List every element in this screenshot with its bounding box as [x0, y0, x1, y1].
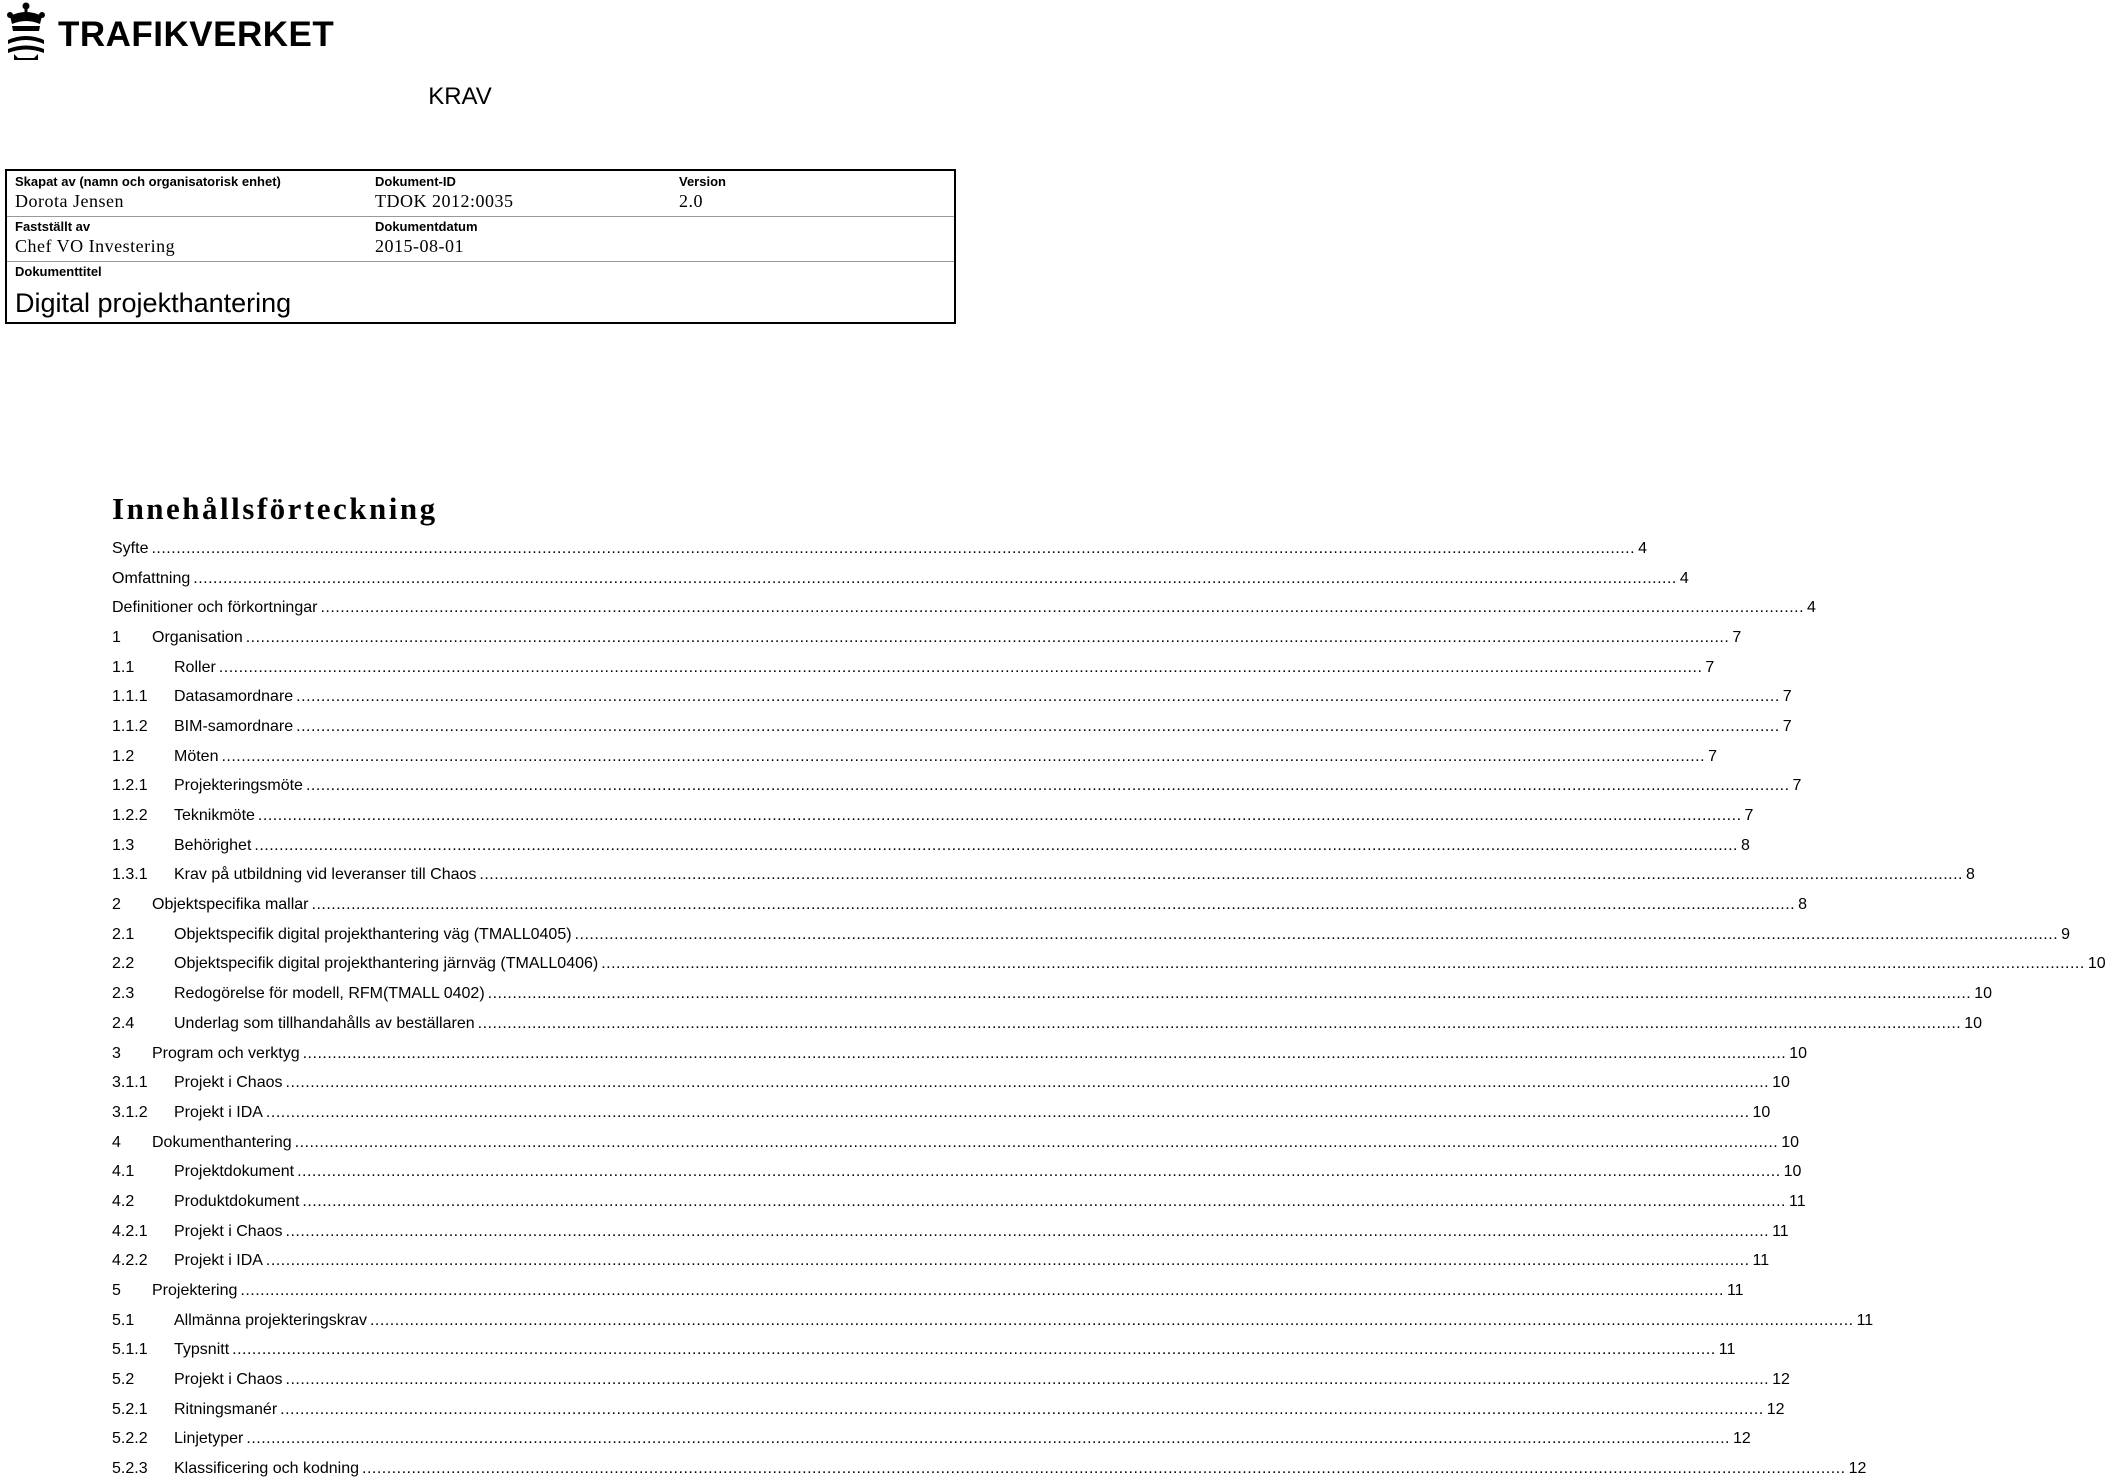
toc-entry[interactable] [112, 1425, 1751, 1455]
toc-entry-page: 10 [1772, 1074, 1790, 1092]
toc-leader-dots: ............................................................................................................................................................................................................................................................................................................ [151, 539, 1636, 557]
toc-entry-title: Projektering [152, 1282, 238, 1300]
divider [7, 261, 954, 262]
toc-leader-dots: ............................................................................................................................................................................................................................................................................................................ [193, 569, 1677, 587]
toc-entry-number: 2.2 [112, 955, 135, 973]
toc-leader-dots: ............................................................................................................................................................................................................................................................................................................ [218, 658, 1703, 676]
toc-entry-title: Projektdokument [174, 1163, 295, 1181]
approved-by-cell [15, 219, 175, 257]
toc-leader-dots: ............................................................................................................................................................................................................................................................................................................ [285, 1371, 1770, 1389]
toc-entry-number: 5 [112, 1282, 121, 1300]
toc-entry-title: Syfte [112, 539, 149, 557]
created-by-cell [15, 174, 281, 212]
toc-entry[interactable] [112, 742, 1717, 772]
toc-entry-title: Projekt i Chaos [174, 1222, 283, 1240]
toc-entry-number: 4.2.2 [112, 1252, 148, 1270]
toc-leader-dots: ............................................................................................................................................................................................................................................................................................................ [601, 955, 2085, 973]
created-by-label: Skapat av (namn och organisatorisk enhet) [15, 174, 281, 189]
toc-entry-title: BIM-samordnare [174, 717, 294, 735]
toc-entry-title: Projekt i Chaos [174, 1371, 283, 1389]
toc-entry-page: 10 [1752, 1103, 1771, 1121]
toc-entry-title: Objektspecifik digital projekthantering väg (TMALL0405) [174, 925, 572, 943]
toc-leader-dots: ............................................................................................................................................................................................................................................................................................................ [296, 688, 1780, 706]
toc-entry-page: 4 [1679, 569, 1689, 587]
toc-leader-dots: ............................................................................................................................................................................................................................................................................................................ [574, 925, 2059, 943]
toc-entry[interactable] [112, 712, 1792, 742]
toc-entry[interactable] [112, 534, 1647, 564]
toc-entry-page: 10 [2087, 955, 2106, 973]
toc-leader-dots: ............................................................................................................................................................................................................................................................................................................ [285, 1222, 1770, 1240]
toc-leader-dots: ............................................................................................................................................................................................................................................................................................................ [477, 1014, 1962, 1032]
toc-leader-dots: ............................................................................................................................................................................................................................................................................................................ [257, 807, 1742, 825]
toc-entry-number: 3 [112, 1044, 121, 1062]
toc-entry-number: 5.2.3 [112, 1460, 148, 1478]
doc-id-cell [375, 174, 514, 212]
toc-entry-title: Teknikmöte [174, 807, 255, 825]
toc-entry-title: Organisation [152, 628, 243, 646]
crown-icon [4, 2, 48, 62]
toc-entry-title: Projekt i Chaos [174, 1074, 283, 1092]
toc-leader-dots: ............................................................................................................................................................................................................................................................................................................ [240, 1282, 1724, 1300]
doc-title-value: Digital projekthantering [15, 288, 292, 318]
toc-entry-page: 7 [1744, 807, 1754, 825]
toc-entry-number: 5.2.2 [112, 1430, 148, 1448]
toc-entry-page: 8 [1740, 836, 1750, 854]
toc-entry-title: Allmänna projekteringskrav [174, 1311, 367, 1329]
toc-entry-page: 11 [1726, 1282, 1744, 1300]
version-value: 2.0 [679, 191, 703, 211]
toc-entry[interactable] [112, 1247, 1770, 1277]
toc-entry-title: Definitioner och förkortningar [112, 599, 318, 617]
toc-entry-page: 10 [1974, 985, 1993, 1003]
toc-entry[interactable] [112, 1128, 1800, 1158]
toc-entry[interactable] [112, 623, 1742, 653]
toc-entry[interactable] [112, 593, 1816, 623]
toc-entry-number: 1.1.1 [112, 688, 148, 706]
toc-entry-number: 1.2.1 [112, 777, 148, 795]
document-type: KRAV [428, 83, 492, 110]
toc-entry-number: 1.3.1 [112, 866, 148, 884]
toc-entry-title: Möten [174, 747, 219, 765]
toc-entry-title: Roller [174, 658, 216, 676]
toc-leader-dots: ............................................................................................................................................................................................................................................................................................................ [320, 599, 1805, 617]
toc-entry-title: Datasamordnare [174, 688, 294, 706]
toc-entry-number: 5.2 [112, 1371, 135, 1389]
doc-title-cell [15, 264, 291, 320]
toc-entry[interactable] [112, 653, 1715, 683]
toc-entry[interactable] [112, 1336, 1736, 1366]
toc-entry[interactable] [112, 1306, 1874, 1336]
toc-entry-title: Krav på utbildning vid leveranser till Chaos [174, 866, 477, 884]
toc-entry-page: 10 [1783, 1163, 1802, 1181]
toc-entry[interactable] [112, 564, 1689, 594]
toc-leader-dots: ............................................................................................................................................................................................................................................................................................................ [296, 717, 1780, 735]
toc-entry-page: 11 [1772, 1222, 1789, 1240]
toc-entry[interactable] [112, 1157, 1802, 1187]
toc-entry[interactable] [112, 1395, 1785, 1425]
toc-entry-page: 4 [1638, 539, 1647, 557]
toc-entry[interactable] [112, 1217, 1789, 1247]
table-of-contents [112, 534, 2106, 1484]
toc-entry-page: 11 [1789, 1192, 1806, 1210]
toc-leader-dots: ............................................................................................................................................................................................................................................................................................................ [280, 1400, 1764, 1418]
toc-entry[interactable] [112, 890, 1807, 920]
toc-entry-title: Objektspecifika mallar [152, 896, 309, 914]
toc-entry-title: Behörighet [174, 836, 252, 854]
approved-by-label: Fastställt av [15, 219, 91, 234]
toc-entry-page: 10 [1964, 1014, 1983, 1032]
toc-entry-page: 12 [1772, 1371, 1790, 1389]
brand-name: TRAFIKVERKET [58, 15, 335, 54]
toc-entry[interactable] [112, 831, 1750, 861]
toc-entry[interactable] [112, 979, 1993, 1009]
toc-entry-page: 8 [1798, 896, 1807, 914]
toc-entry[interactable] [112, 1068, 1790, 1098]
toc-leader-dots: ............................................................................................................................................................................................................................................................................................................ [254, 836, 1738, 854]
toc-entry-title: Klassificering och kodning [174, 1460, 359, 1478]
toc-leader-dots: ............................................................................................................................................................................................................................................................................................................ [245, 628, 1730, 646]
toc-entry-page: 11 [1856, 1311, 1874, 1329]
toc-entry[interactable] [112, 950, 2106, 980]
toc-entry-page: 9 [2061, 925, 2071, 943]
toc-entry-number: 5.2.1 [112, 1400, 148, 1418]
version-label: Version [679, 174, 726, 189]
toc-entry-page: 12 [1732, 1430, 1751, 1448]
toc-entry-page: 7 [1708, 747, 1717, 765]
toc-entry[interactable] [112, 1098, 1771, 1128]
toc-heading: Innehållsförteckning [112, 491, 438, 526]
toc-entry-page: 7 [1782, 688, 1792, 706]
toc-entry-page: 10 [1781, 1133, 1800, 1151]
toc-entry-title: Projekt i IDA [174, 1103, 263, 1121]
toc-entry-number: 1 [112, 628, 121, 646]
toc-leader-dots: ............................................................................................................................................................................................................................................................................................................ [297, 1163, 1781, 1181]
toc-entry-title: Projekteringsmöte [174, 777, 303, 795]
doc-id-label: Dokument-ID [375, 174, 456, 189]
toc-leader-dots: ............................................................................................................................................................................................................................................................................................................ [311, 896, 1796, 914]
toc-entry[interactable] [112, 772, 1802, 802]
toc-entry-page: 7 [1792, 777, 1802, 795]
toc-leader-dots: ............................................................................................................................................................................................................................................................................................................ [265, 1103, 1750, 1121]
toc-entry-title: Underlag som tillhandahålls av beställaren [174, 1014, 475, 1032]
toc-entry-number: 1.2 [112, 747, 135, 765]
toc-leader-dots: ............................................................................................................................................................................................................................................................................................................ [265, 1252, 1750, 1270]
toc-entry-number: 2 [112, 896, 121, 914]
toc-entry-title: Redogörelse för modell, RFM(TMALL 0402) [174, 985, 485, 1003]
toc-entry-page: 4 [1807, 599, 1816, 617]
toc-entry[interactable] [112, 801, 1754, 831]
toc-leader-dots: ............................................................................................................................................................................................................................................................................................................ [305, 777, 1790, 795]
toc-entry-number: 1.1.2 [112, 717, 148, 735]
toc-entry-number: 4 [112, 1133, 121, 1151]
toc-entry[interactable] [112, 1187, 1806, 1217]
doc-date-value: 2015-08-01 [375, 236, 464, 256]
toc-leader-dots: ............................................................................................................................................................................................................................................................................................................ [487, 985, 1972, 1003]
toc-entry-number: 5.1 [112, 1311, 135, 1329]
toc-leader-dots: ............................................................................................................................................................................................................................................................................................................ [246, 1430, 1730, 1448]
toc-leader-dots: ............................................................................................................................................................................................................................................................................................................ [362, 1460, 1846, 1478]
divider [7, 216, 954, 217]
toc-entry-title: Dokumenthantering [152, 1133, 292, 1151]
toc-entry[interactable] [112, 1039, 1807, 1069]
toc-entry-title: Produktdokument [174, 1192, 300, 1210]
version-cell [679, 174, 726, 212]
toc-leader-dots: ............................................................................................................................................................................................................................................................................................................ [285, 1074, 1770, 1092]
toc-entry-page: 11 [1752, 1252, 1770, 1270]
toc-entry-number: 1.3 [112, 836, 135, 854]
toc-entry-page: 7 [1782, 717, 1792, 735]
toc-entry[interactable] [112, 1009, 1983, 1039]
toc-entry-number: 2.1 [112, 925, 135, 943]
toc-entry-number: 3.1.2 [112, 1103, 148, 1121]
toc-leader-dots: ............................................................................................................................................................................................................................................................................................................ [232, 1341, 1716, 1359]
approved-by-value: Chef VO Investering [15, 236, 176, 256]
toc-entry-title: Projekt i IDA [174, 1252, 263, 1270]
doc-title-label: Dokumenttitel [15, 264, 102, 279]
toc-entry-page: 12 [1766, 1400, 1785, 1418]
doc-date-cell [375, 219, 478, 257]
toc-entry-number: 4.2.1 [112, 1222, 148, 1240]
toc-entry-title: Linjetyper [174, 1430, 244, 1448]
toc-entry[interactable] [112, 1365, 1790, 1395]
toc-entry-page: 11 [1718, 1341, 1736, 1359]
toc-entry[interactable] [112, 920, 2071, 950]
toc-entry-page: 10 [1789, 1044, 1807, 1062]
toc-leader-dots: ............................................................................................................................................................................................................................................................................................................ [369, 1311, 1854, 1329]
toc-entry[interactable] [112, 682, 1792, 712]
toc-entry[interactable] [112, 1276, 1744, 1306]
trafikverket-logo [4, 2, 335, 64]
toc-entry-number: 3.1.1 [112, 1074, 148, 1092]
doc-id-value: TDOK 2012:0035 [375, 191, 514, 211]
toc-leader-dots: ............................................................................................................................................................................................................................................................................................................ [294, 1133, 1779, 1151]
created-by-value: Dorota Jensen [15, 191, 124, 211]
toc-entry[interactable] [112, 861, 1975, 891]
toc-entry[interactable] [112, 1454, 1867, 1484]
toc-entry-number: 1.2.2 [112, 807, 148, 825]
toc-leader-dots: ............................................................................................................................................................................................................................................................................................................ [302, 1044, 1787, 1062]
toc-entry-number: 2.4 [112, 1014, 135, 1032]
toc-entry-title: Typsnitt [174, 1341, 230, 1359]
toc-entry-number: 4.1 [112, 1163, 135, 1181]
toc-entry-page: 12 [1848, 1460, 1867, 1478]
doc-date-label: Dokumentdatum [375, 219, 478, 234]
toc-leader-dots: ............................................................................................................................................................................................................................................................................................................ [302, 1192, 1786, 1210]
toc-entry-page: 7 [1732, 628, 1742, 646]
toc-leader-dots: ............................................................................................................................................................................................................................................................................................................ [221, 747, 1706, 765]
toc-entry-title: Ritningsmanér [174, 1400, 278, 1418]
toc-entry-title: Program och verktyg [152, 1044, 300, 1062]
toc-entry-number: 2.3 [112, 985, 135, 1003]
toc-entry-number: 1.1 [112, 658, 135, 676]
toc-entry-number: 4.2 [112, 1192, 135, 1210]
toc-entry-title: Omfattning [112, 569, 191, 587]
document-metadata-box [5, 169, 956, 324]
toc-entry-title: Objektspecifik digital projekthantering järnväg (TMALL0406) [174, 955, 599, 973]
toc-entry-page: 7 [1705, 658, 1715, 676]
toc-entry-page: 8 [1965, 866, 1975, 884]
toc-entry-number: 5.1.1 [112, 1341, 148, 1359]
toc-leader-dots: ............................................................................................................................................................................................................................................................................................................ [479, 866, 1963, 884]
